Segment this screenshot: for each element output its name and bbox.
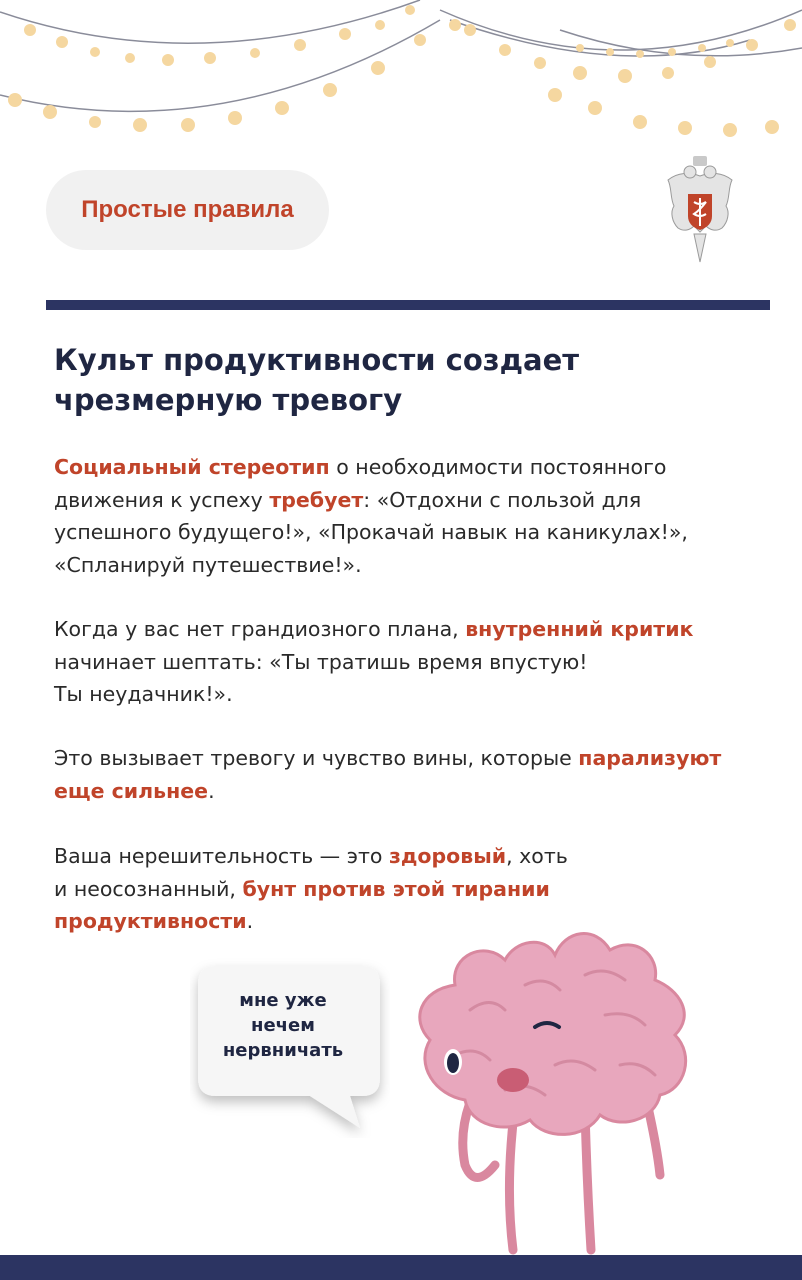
- text: , хоть: [506, 844, 568, 868]
- text: Ваша нерешительность — это: [54, 844, 389, 868]
- text: Ты неудачник!».: [54, 682, 233, 706]
- paragraph-1: [54, 451, 789, 581]
- page-title: [54, 340, 754, 420]
- brain-character-icon: [395, 915, 715, 1260]
- text: : «Отдохни с пользой для: [363, 487, 642, 512]
- text: Когда у вас нет грандиозного плана,: [54, 617, 466, 641]
- bubble-line-3: нервничать: [222, 1040, 344, 1061]
- category-tag-label: Простые правила: [81, 196, 294, 223]
- highlight: парализуют: [578, 746, 722, 770]
- garland-decoration: [0, 0, 802, 150]
- text: успешного будущего!», «Прокачай навык на каникулах!»,: [54, 520, 688, 544]
- highlight: здоровый: [388, 844, 507, 868]
- text: .: [246, 909, 254, 933]
- text: и неосознанный,: [54, 876, 243, 901]
- text: о необходимости постоянного: [329, 455, 667, 479]
- highlight: внутренний критик: [465, 617, 694, 641]
- text: Это вызывает тревогу и чувство вины, которые: [54, 746, 579, 770]
- text: «Спланируй путешествие!».: [54, 552, 362, 577]
- text: движения к успеху: [54, 487, 270, 512]
- divider-rule: [46, 300, 770, 310]
- bubble-line-2: нечем: [251, 1015, 315, 1036]
- highlight: Социальный стереотип: [54, 455, 330, 479]
- highlight: требует: [269, 487, 364, 512]
- highlight: бунт против этой тирании: [242, 876, 550, 901]
- text: .: [208, 778, 215, 803]
- ministry-emblem-icon: [660, 150, 740, 268]
- paragraph-3: [54, 742, 789, 807]
- paragraph-2: [54, 613, 789, 711]
- title-line-2: чрезмерную тревогу: [54, 383, 403, 417]
- bubble-line-1: мне уже: [239, 990, 327, 1011]
- category-tag: [46, 170, 329, 250]
- text: начинает шептать: «Ты тратишь время впустую!: [54, 649, 588, 674]
- highlight: продуктивности: [54, 909, 247, 933]
- highlight: еще сильнее: [54, 778, 209, 803]
- footer-bar: [0, 1255, 802, 1280]
- title-line-1: Культ продуктивности создает: [54, 343, 580, 377]
- speech-bubble-text: [200, 988, 366, 1063]
